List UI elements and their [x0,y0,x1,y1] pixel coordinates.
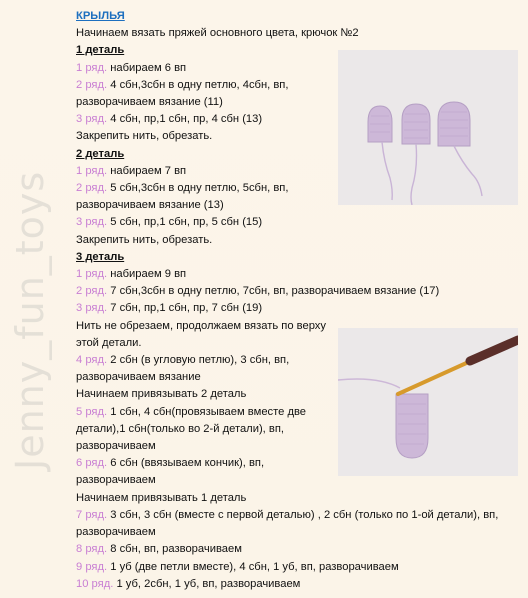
watermark: Jenny_fun_toys [8,170,52,470]
row-text: набираем 7 вп [107,164,187,177]
part3-row4 [76,352,334,386]
row-text: 8 сбн, вп, разворачиваем [107,543,242,556]
row-label: 6 ряд. [76,457,108,470]
row-text: набираем 6 вп [107,61,187,74]
row-text: 6 сбн (ввязываем кончик), вп, разворачиваем [76,457,265,487]
row-text: 5 сбн,3сбн в одну петлю, 5сбн, вп, разворачиваем вязание (13) [76,182,289,212]
part3-row3 [76,300,522,317]
row-label: 2 ряд. [76,182,108,195]
part2-row2 [76,180,334,214]
part3-row5 [76,404,334,456]
row-label: 3 ряд. [76,113,108,126]
row-label: 2 ряд. [76,285,108,298]
part2-row3 [76,214,522,231]
part3-row2 [76,283,522,300]
row-text: 5 сбн, пр,1 сбн, пр, 5 сбн (15) [107,216,263,229]
row-label: 7 ряд. [76,508,108,521]
part3-row10 [76,576,522,593]
row-text: 7 сбн,3сбн в одну петлю, 7сбн, вп, разворачиваем вязание (17) [107,285,440,298]
part3-note: Нить не обрезаем, продолжаем вязать по верху этой детали. [76,319,326,349]
row-label: 3 ряд. [76,302,108,315]
row-text: 1 уб (две петли вместе), 4 сбн, 1 уб, вп, разворачиваем [107,560,399,573]
part3-row8 [76,541,522,558]
part1-row2 [76,77,334,111]
attach-part2-text: Начинаем привязывать 2 деталь [76,388,247,401]
row-label: 2 ряд. [76,78,108,91]
row-label: 10 ряд. [76,577,114,590]
section-title: КРЫЛЬЯ [76,10,125,22]
part1-heading: 1 деталь [76,44,125,57]
row-text: 1 сбн, 4 сбн(провязываем вместе две детали),1 сбн(только во 2-й детали), вп, разворачиваем [76,405,307,453]
part1-finish: Закрепить нить, обрезать. [76,130,213,143]
row-text: 3 сбн, 3 сбн (вместе с первой деталью) , 2 сбн (только по 1-ой детали), вп, разворачиваем [76,508,499,539]
row-label: 1 ряд. [76,268,108,281]
part2-row1 [76,163,522,180]
row-text: 7 сбн, пр,1 сбн, пр, 7 сбн (19) [107,302,263,315]
part2-finish: Закрепить нить, обрезать. [76,233,213,246]
part2-heading: 2 деталь [76,147,125,160]
row-label: 1 ряд. [76,164,108,177]
row-text: 2 сбн (в угловую петлю), 3 сбн, вп, разворачиваем вязание [76,354,290,384]
row-label: 9 ряд. [76,560,108,573]
part1-row3 [76,111,522,128]
part3-row6 [76,455,334,489]
intro-text: Начинаем вязать пряжей основного цвета, крючок №2 [76,27,359,40]
part3-row7 [76,507,522,541]
part3-row9 [76,559,522,576]
part3-heading: 3 деталь [76,250,125,263]
row-label: 4 ряд. [76,354,108,367]
row-text: 4 сбн, пр,1 сбн, пр, 4 сбн (13) [107,113,263,126]
row-text: 4 сбн,3сбн в одну петлю, 4сбн, вп, разворачиваем вязание (11) [76,78,289,109]
row-text: набираем 9 вп [107,268,187,281]
row-text: 1 уб, 2сбн, 1 уб, вп, разворачиваем [113,577,301,590]
pattern-text [76,8,522,593]
row-label: 3 ряд. [76,216,108,229]
part1-row1 [76,60,522,77]
part3-row1 [76,266,522,283]
row-label: 1 ряд. [76,61,108,74]
attach-part1-text: Начинаем привязывать 1 деталь [76,491,247,504]
row-label: 5 ряд. [76,405,108,418]
row-label: 8 ряд. [76,543,108,556]
